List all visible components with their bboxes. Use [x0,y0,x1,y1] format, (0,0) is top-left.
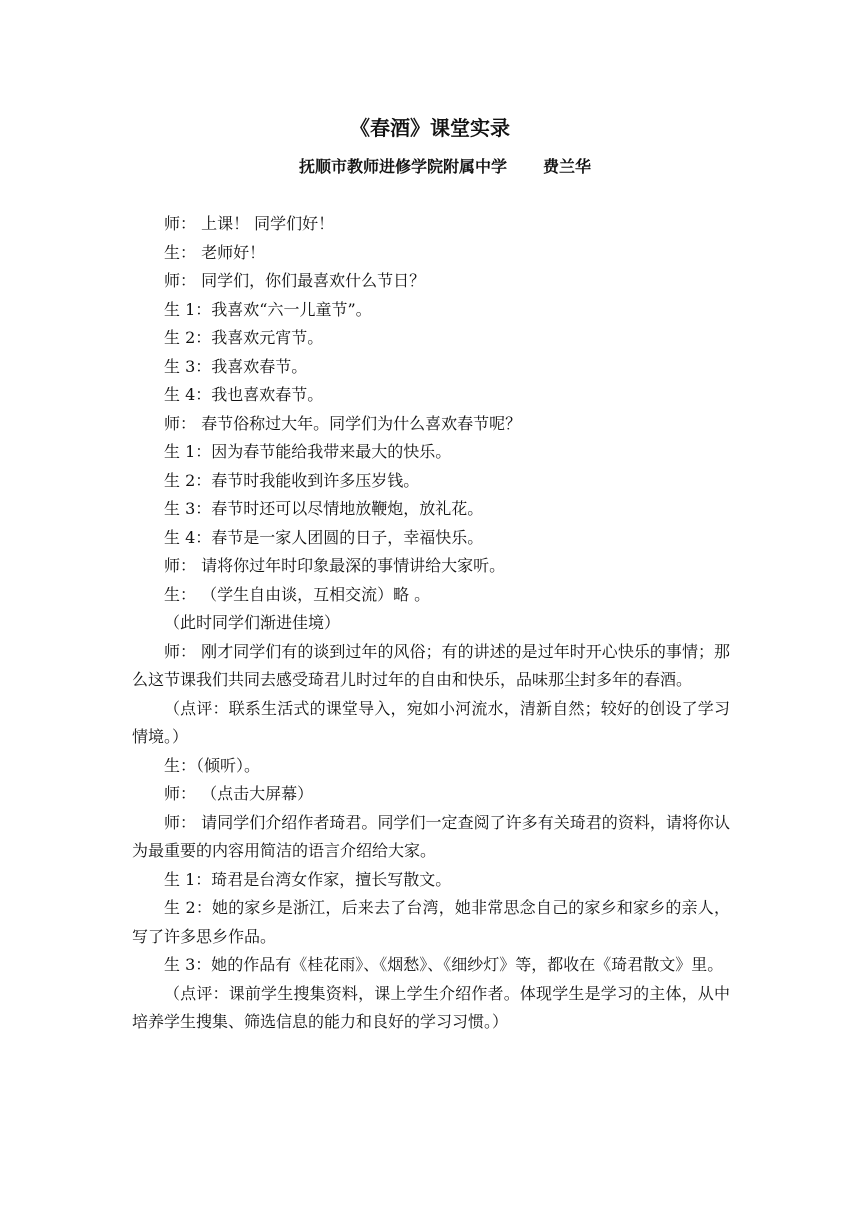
transcript-paragraph: 生： （学生自由谈，互相交流）略 。 [164,584,431,604]
transcript-paragraph: 生 1：琦君是台湾女作家，擅长写散文。 [164,869,452,889]
author-name: 费兰华 [543,157,592,176]
document-title: 《春酒》课堂实录 [350,116,510,140]
commentary-paragraph: （点评：联系生活式的课堂导入，宛如小河流水，清新自然；较好的创设了学习情境。） [132,698,730,746]
transcript-paragraph: 生 2：我喜欢元宵节。 [164,328,324,347]
transcript-paragraph: 生 2：春节时我能收到许多压岁钱。 [164,470,420,490]
transcript-paragraph: 师： 上课！ 同学们好！ [164,214,335,233]
transcript-paragraph: 生 4：春节是一家人团圆的日子，幸福快乐。 [164,527,484,547]
transcript-paragraph: 生 1：因为春节能给我带来最大的快乐。 [164,442,452,461]
transcript-paragraph: 生 3：春节时还可以尽情地放鞭炮，放礼花。 [164,499,484,518]
transcript-paragraph: 生 3：她的作品有《桂花雨》、《烟愁》、《细纱灯》等，都收在《琦君散文》里。 [164,955,724,974]
author-line [0,155,860,179]
transcript-paragraph: 生： 老师好！ [164,242,266,262]
transcript-paragraph: 生 4：我也喜欢春节。 [164,385,324,404]
transcript-paragraph: 生 2：她的家乡是浙江，后来去了台湾，她非常思念自己的家乡和家乡的亲人，写了许多思乡作品。 [132,898,730,946]
author-school: 抚顺市教师进修学院附属中学 [298,157,507,176]
stage-note: （此时同学们渐进佳境） [164,613,341,632]
transcript-paragraph: 生：（倾听）。 [164,755,261,775]
transcript-paragraph: 师： 请将你过年时印象最深的事情讲给大家听。 [164,556,506,575]
transcript-paragraph: 师： 春节俗称过大年。同学们为什么喜欢春节呢？ [164,413,522,433]
transcript-paragraph: 师： 请同学们介绍作者琦君。同学们一定查阅了许多有关琦君的资料，请将你认为最重要的内容用简洁的语言介绍给大家。 [132,812,730,860]
transcript-paragraph: 师： （点击大屏幕） [164,784,314,803]
transcript-paragraph: 师： 刚才同学们有的谈到过年的风俗；有的讲述的是过年时开心快乐的事情；那么这节课我们共同去感受琦君儿时过年的自由和快乐，品味那尘封多年的春酒。 [132,641,730,689]
transcript-paragraph: 生 1：我喜欢“六一儿童节”。 [164,299,372,319]
transcript-paragraph: 生 3：我喜欢春节。 [164,356,308,376]
transcript-paragraph: 师： 同学们，你们最喜欢什么节日？ [164,271,426,290]
commentary-paragraph: （点评：课前学生搜集资料，课上学生介绍作者。体现学生是学习的主体，从中培养学生搜集、筛选信息的能力和良好的学习习惯。） [132,983,730,1031]
transcript-body [132,210,730,1037]
